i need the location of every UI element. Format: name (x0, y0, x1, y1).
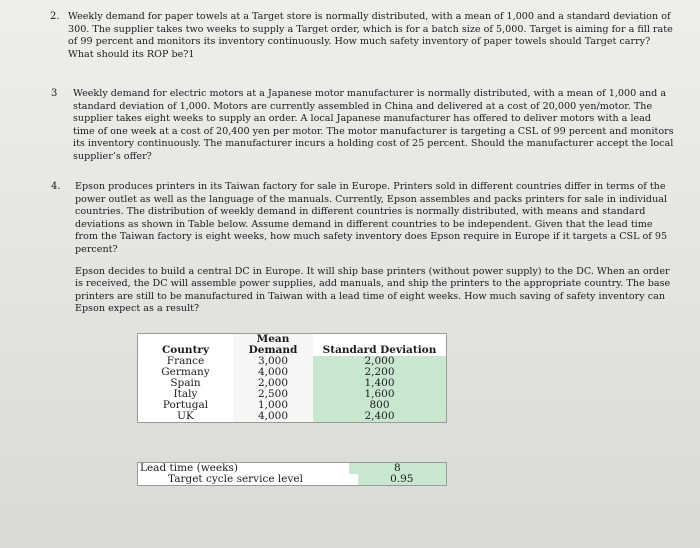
param-value-csl: 0.95 (358, 474, 446, 485)
header-standard-deviation: Standard Deviation (322, 344, 437, 356)
cell-mean: 1,000 (233, 400, 313, 411)
cell-mean: 2,500 (233, 389, 313, 400)
header-mean-line1: Mean (256, 333, 290, 345)
question-4-number: 4. (51, 181, 61, 192)
param-label-csl: Target cycle service level (168, 473, 303, 485)
cell-country: Spain (170, 377, 201, 389)
cell-mean: 3,000 (233, 356, 313, 367)
cell-country: France (166, 355, 205, 367)
question-2-number: 2. (50, 11, 60, 22)
cell-sd: 800 (313, 400, 446, 411)
cell-mean: 2,000 (233, 378, 313, 389)
question-4-text (75, 181, 675, 316)
question-3-text (73, 88, 675, 164)
cell-country: Germany (161, 366, 210, 378)
header-mean-line2: Demand (248, 344, 298, 356)
question-3-paragraph: Weekly demand for electric motors at a Japanese motor manufacturer is normally distributed, with a mean of 1,000 and a standard deviation of 1,000. Motors are currently assembled in China and delivered at a cost of 20,000 yen/motor. The supplier takes eight weeks to supply an order. A local Japanese manufacturer has offered to deliver motors with a lead time of one week at a cost of 20,400 yen per motor. The motor manufacturer is targeting a CSL of 99 percent and monitors its inventory continuously. The manufacturer incurs a holding cost of 25 percent. Should the manufacturer accept the local supplier’s offer? (73, 88, 674, 162)
question-2-paragraph: Weekly demand for paper towels at a Target store is normally distributed, with a mean of 1,000 and a standard deviation of 300. The supplier takes two weeks to supply a Target order, which is for a batch size of 5,000. Target is aiming for a fill rate of 99 percent and monitors its inventory continuously. How much safety inventory of paper towels should Target carry? What should its ROP be?1 (68, 11, 673, 60)
table-row (138, 411, 446, 422)
demand-table (137, 333, 447, 423)
cell-sd: 2,200 (313, 367, 446, 378)
cell-sd: 2,400 (313, 411, 446, 422)
question-4-paragraph-2: Epson decides to build a central DC in Europe. It will ship base printers (without power supply) to the DC. When an order is received, the DC will assemble power supplies, add manuals, and ship the printers to the appropriate country. The base printers are still to be manufactured in Taiwan with a lead time of eight weeks. How much saving of safety inventory can Epson expect as a result? (75, 265, 671, 315)
cell-country: UK (177, 410, 194, 422)
cell-country: Portugal (162, 399, 209, 411)
cell-country: Italy (173, 388, 198, 400)
cell-sd: 2,000 (313, 356, 446, 367)
question-3-number: 3 (51, 88, 58, 99)
cell-mean: 4,000 (233, 367, 313, 378)
parameters-table (137, 462, 447, 486)
cell-sd: 1,600 (313, 389, 446, 400)
cell-mean: 4,000 (233, 411, 313, 422)
header-mean-demand (233, 334, 313, 356)
question-2-text (68, 11, 674, 61)
param-value-lead-time: 8 (349, 463, 446, 474)
param-label-lead-time: Lead time (weeks) (140, 462, 238, 474)
parameter-row (138, 474, 446, 485)
header-country: Country (161, 344, 210, 356)
question-4-paragraph-1: Epson produces printers in its Taiwan factory for sale in Europe. Printers sold in different countries differ in terms of the power outlet as well as the language of the manuals. Currently, Epson assembles and packs printers for sale in individual countries. The distribution of weekly demand in different countries is normally distributed, with means and standard deviations as shown in Table below. Assume demand in different countries to be independent. Given that the lead time from the Taiwan factory is eight weeks, how much safety inventory does Epson require in Europe if it targets a CSL of 95 percent? (75, 181, 668, 255)
cell-sd: 1,400 (313, 378, 446, 389)
